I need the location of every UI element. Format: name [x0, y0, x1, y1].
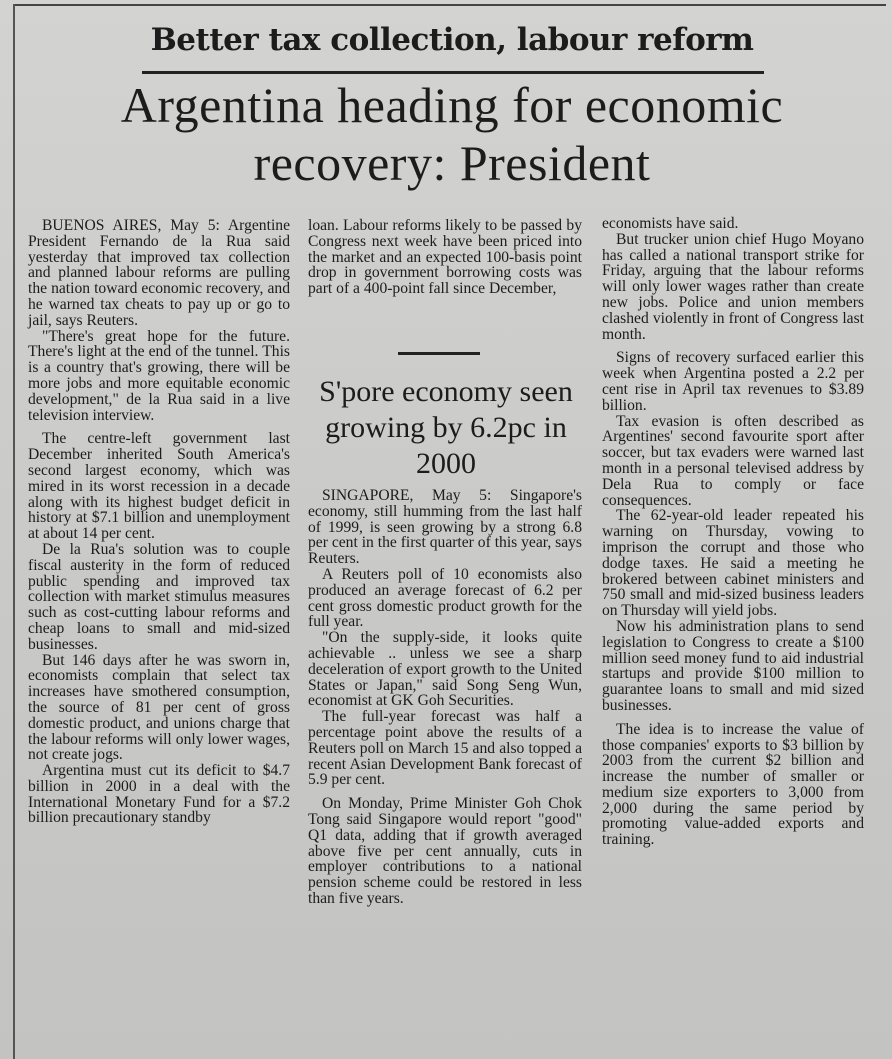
story-divider: [398, 352, 480, 355]
article-paragraph: The 62-year-old leader repeated his warning on Thursday, vowing to imprison the corrupt and those who dodge taxes. He said a meeting he brokered between cabinet ministers and 750 small and mid-sized business leaders on Thursday will yield jobs.: [602, 507, 864, 620]
article-kicker: Better tax collection, labour reform: [150, 22, 754, 58]
kicker-underline: [142, 71, 764, 74]
top-rule: [14, 4, 886, 6]
sidebar-paragraph: A Reuters poll of 10 economists also produced an average forecast of 6.2 per cent gross domestic product growth for the full year.: [308, 565, 582, 631]
article-paragraph: Argentina must cut its deficit to $4.7 billion in 2000 in a deal with the International Monetary Fund for a $7.2 billion precautionary standby: [28, 762, 290, 827]
article-paragraph: Tax evasion is often described as Argentines' second favourite sport after soccer, but tax evaders were warned last month in a personal televised address by Dela Rua to comply or face consequences.: [602, 412, 864, 509]
article-column-3: [602, 216, 864, 848]
sidebar-paragraph: On Monday, Prime Minister Goh Chok Tong said Singapore would report "good" Q1 data, adding that if growth averaged above five per cent annually, cuts in employer contributions to a national pension scheme could be restored in less than five years.: [308, 795, 582, 907]
article-paragraph: BUENOS AIRES, May 5: Argentine President Fernando de la Rua said yesterday that improved tax collection and planned labour reforms are pulling the nation toward economic recovery, and he warned tax cheats to pay up or go to jail, says Reuters.: [28, 217, 290, 329]
left-rule: [13, 4, 15, 1059]
sidebar-paragraph: The full-year forecast was half a percentage point above the results of a Reuters poll on March 15 and also topped a recent Asian Development Bank forecast of 5.9 per cent.: [308, 708, 582, 789]
article-paragraph: economists have said.: [602, 215, 739, 232]
sidebar-story-headline: S'pore economy seen growing by 6.2pc in 2000: [319, 375, 573, 480]
article-paragraph: Now his administration plans to send legislation to Congress to create a $100 million seed money fund to aid industrial startups and provide $100 million to guarantee loans to small and mid sized businesses.: [602, 617, 864, 714]
article-paragraph: The centre-left government last December inherited South America's second largest economy, which was mired in its worst recession in a decade along with its highest budget deficit in history at $7.1 billion and unemployment at about 14 per cent.: [28, 430, 290, 543]
article-column-2: [308, 218, 582, 297]
article-paragraph: The idea is to increase the value of those companies' exports to $3 billion by 2003 from the current $2 billion and increase the number of smaller or medium size exporters to 3,000 from 2,000 during the same period by promoting value-added exports and training.: [602, 720, 864, 849]
sidebar-story-body: [308, 488, 582, 907]
article-paragraph: De la Rua's solution was to couple fiscal austerity in the form of reduced public spending and improved tax collection with market stimulus measures such as cost-cutting labour reforms and cheap loans to small and mid-sized businesses.: [28, 540, 290, 653]
article-column-1: [28, 218, 290, 826]
article-paragraph: But trucker union chief Hugo Moyano has called a national transport strike for Friday, arguing that the labour reforms will only lower wages rather than create new jobs. Police and union members clashed violently in front of Congress last month.: [602, 230, 864, 343]
article-paragraph: "There's great hope for the future. There's light at the end of the tunnel. This is a country that's growing, there will be more jobs and more equitable economic development," de la Rua said in a live television interview.: [28, 327, 290, 424]
article-headline: Argentina heading for economic recovery: President: [120, 77, 784, 191]
sidebar-paragraph: SINGAPORE, May 5: Singapore's economy, still humming from the last half of 1999, is seen growing by a strong 6.8 per cent in the first quarter of this year, says Reuters.: [308, 487, 582, 568]
article-paragraph: But 146 days after he was sworn in, economists complain that select tax increases have smothered consumption, the source of 81 per cent of gross domestic product, and unions charge that the labour reforms will only lower wages, not create jogs.: [28, 651, 290, 764]
article-paragraph: Signs of recovery surfaced earlier this week when Argentina posted a 2.2 per cent rise in April tax revenues to $3.89 billion.: [602, 349, 864, 414]
article-paragraph: loan. Labour reforms likely to be passed by Congress next week have been priced into the market and an expected 100-basis point drop in government borrowing costs was part of a 400-point fall since December,: [308, 217, 582, 298]
sidebar-paragraph: "On the supply-side, it looks quite achievable .. unless we see a sharp deceleration of export growth to the United States or Japan," said Song Seng Wun, economist at GK Goh Securities.: [308, 629, 582, 710]
